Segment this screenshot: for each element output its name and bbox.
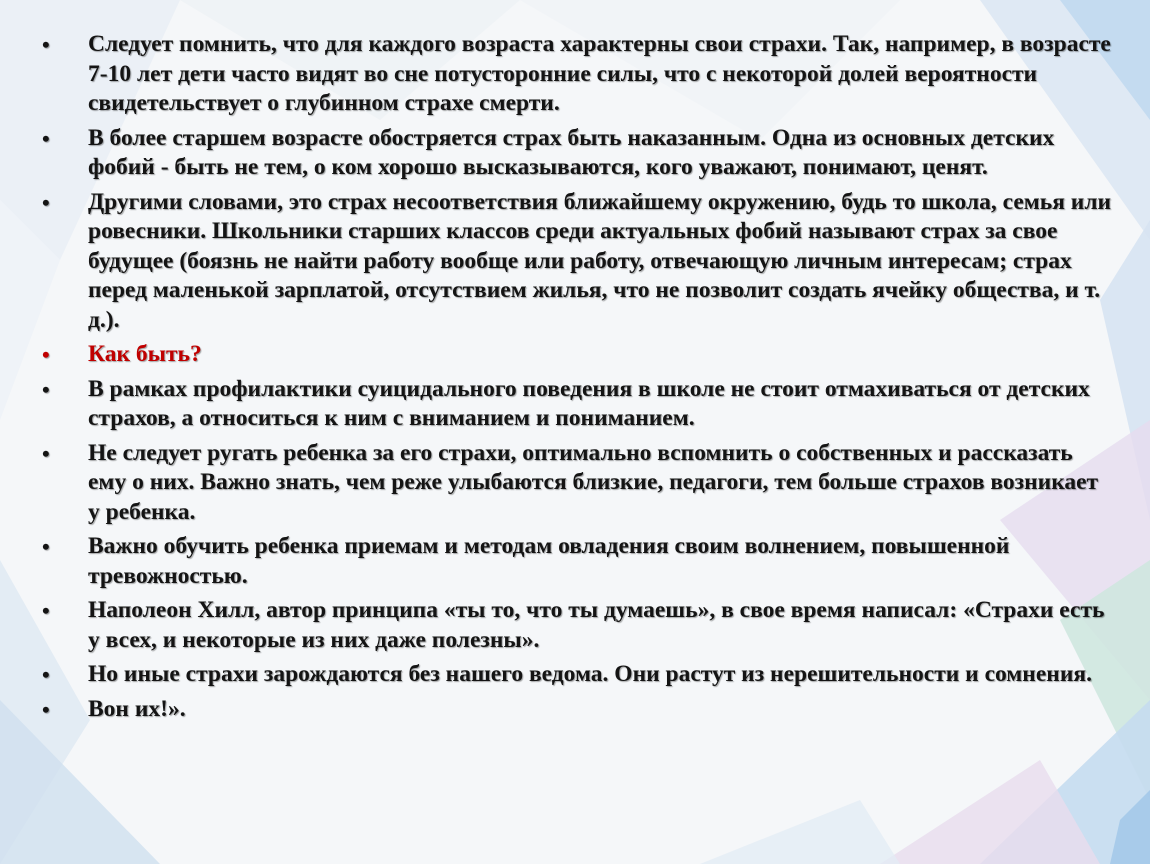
- bullet-text: Важно обучить ребенка приемам и методам овладения своим волнением, повышенной тревожностью.: [88, 533, 1010, 589]
- list-item: [40, 695, 1115, 725]
- list-item: [40, 30, 1115, 119]
- bullet-text: Как быть?: [88, 341, 202, 367]
- bullet-icon: •: [42, 534, 50, 559]
- bullet-text: Но иные страхи зарождаются без нашего ведома. Они растут из нерешительности и сомнения.: [88, 661, 1092, 687]
- bullet-text: В более старшем возрасте обостряется страх быть наказанным. Одна из основных детских фобий - быть не тем, о ком хорошо высказываются, кого уважают, понимают, ценят.: [88, 124, 1055, 180]
- list-item: [40, 660, 1115, 690]
- bullet-icon: •: [42, 440, 50, 466]
- list-item: [40, 596, 1115, 655]
- bullet-text: Следует помнить, что для каждого возраста характерны свои страхи. Так, например, в возрасте 7-10 лет дети часто видят во сне потусторонние силы, что с некоторой долей вероятности свидетельствует о глубинном страхе смерти.: [88, 31, 1111, 116]
- bullet-icon: •: [42, 376, 50, 402]
- bullet-text: Вон их!».: [88, 695, 186, 722]
- bullet-icon: •: [42, 598, 50, 623]
- list-item: [40, 188, 1115, 336]
- list-item-heading: [40, 340, 1115, 370]
- bullet-icon: •: [42, 662, 50, 687]
- bullet-text: Наполеон Хилл, автор принципа «ты то, что ты думаешь», в свое время написал: «Страхи есть у всех, и некоторые из них даже полезны».: [88, 597, 1105, 653]
- bullet-icon: •: [42, 125, 50, 151]
- bullet-icon: •: [42, 696, 50, 722]
- bullet-text: В рамках профилактики суицидального поведения в школе не стоит отмахиваться от детских страхов, а относиться к ним с вниманием и пониманием.: [88, 375, 1090, 431]
- bullet-icon: •: [42, 32, 50, 57]
- bullet-icon: •: [42, 189, 50, 215]
- bullet-icon: •: [42, 342, 50, 367]
- list-item: [40, 124, 1115, 183]
- list-item: [40, 532, 1115, 591]
- bullet-list: [40, 30, 1115, 729]
- list-item: [40, 375, 1115, 434]
- bullet-text: Не следует ругать ребенка за его страхи, оптимально вспомнить о собственных и рассказать ему о них. Важно знать, чем реже улыбаются близкие, педагоги, тем больше страхов возникает у ребенка.: [88, 439, 1099, 525]
- bullet-text: Другими словами, это страх несоответствия ближайшему окружению, будь то школа, семья или ровесники. Школьники старших классов среди актуальных фобий называют страх за свое будущее (боязнь не найти работу вообще или работу, отвечающую личным интересам; страх перед маленькой зарплатой, отсутствием жилья, что не позволит создать ячейку общества, и т. д.).: [88, 188, 1112, 333]
- list-item: [40, 439, 1115, 528]
